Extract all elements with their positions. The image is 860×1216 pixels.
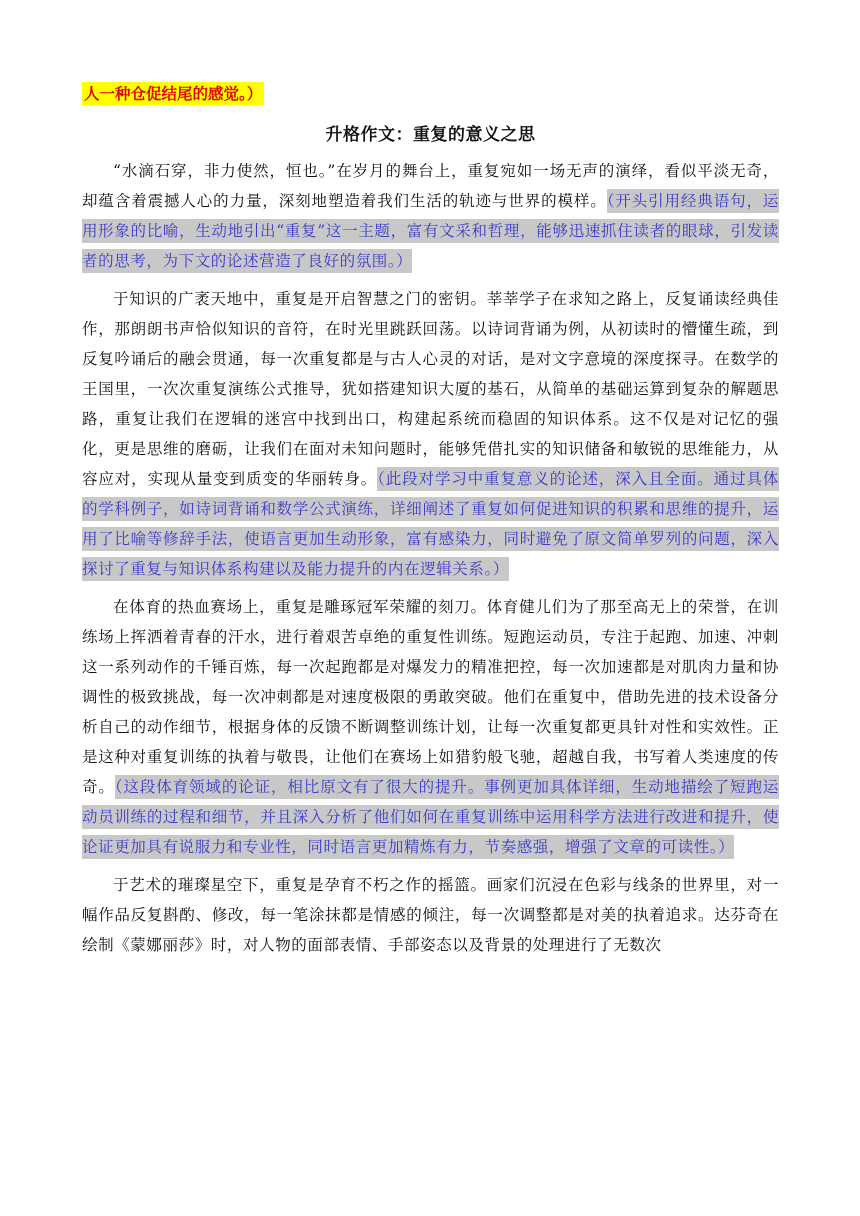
previous-section-fragment	[82, 80, 779, 108]
annotation-comment: （这段体育领域的论证，相比原文有了很大的提升。事例更加具体详细，生动地描绘了短跑运动员训练的过程和细节，并且深入分析了他们如何在重复训练中运用科学方法进行改进和提升，使论证更加具有说服力和专业性，同时语言更加精炼有力，节奏感强，增强了文章的可读性。）	[82, 775, 779, 859]
annotation-comment: （此段对学习中重复意义的论述，深入且全面。通过具体的学科例子，如诗词背诵和数学公式演练，详细阐述了重复如何促进知识的积累和思维的提升，运用了比喻等修辞手法，使语言更加生动形象，富有感染力，同时避免了原文简单罗列的问题，深入探讨了重复与知识体系构建以及能力提升的内在逻辑关系。）	[82, 467, 779, 581]
paragraph-intro	[82, 156, 779, 276]
paragraph-text: 于艺术的璀璨星空下，重复是孕育不朽之作的摇篮。画家们沉浸在色彩与线条的世界里，对一幅作品反复斟酌、修改，每一笔涂抹都是情感的倾注，每一次调整都是对美的执着追求。达芬奇在绘制《蒙娜丽莎》时，对人物的面部表情、手部姿态以及背景的处理进行了无数次	[82, 876, 779, 954]
paragraph-text: “水滴石穿，非力使然，恒也。”在岁月的舞台上，重复宛如一场无声的演绎，看似平淡无奇，却蕴含着震撼人心的力量，深刻地塑造着我们生活的轨迹与世界的模样。	[82, 162, 779, 210]
highlighted-fragment: 人一种仓促结尾的感觉。）	[84, 84, 263, 103]
essay-content	[82, 80, 779, 968]
paragraph-text: 于知识的广袤天地中，重复是开启智慧之门的密钥。莘莘学子在求知之路上，反复诵读经典佳作，那朗朗书声恰似知识的音符，在时光里跳跃回荡。以诗词背诵为例，从初读时的懵懂生疏，到反复吟诵后的融会贯通，每一次重复都是与古人心灵的对话，是对文字意境的深度探寻。在数学的王国里，一次次重复演练公式推导，犹如搭建知识大厦的基石，从简单的基础运算到复杂的解题思路，重复让我们在逻辑的迷宫中找到出口，构建起系统而稳固的知识体系。这不仅是对记忆的强化，更是思维的磨砺，让我们在面对未知问题时，能够凭借扎实的知识储备和敏锐的思维能力，从容应对，实现从量变到质变的华丽转身。	[82, 290, 779, 488]
paragraph-text: 在体育的热血赛场上，重复是雕琢冠军荣耀的刻刀。体育健儿们为了那至高无上的荣誉，在训练场上挥洒着青春的汗水，进行着艰苦卓绝的重复性训练。短跑运动员，专注于起跑、加速、冲刺这一系列动作的千锤百炼，每一次起跑都是对爆发力的精准把控，每一次加速都是对肌肉力量和协调性的极致挑战，每一次冲刺都是对速度极限的勇敢突破。他们在重复中，借助先进的技术设备分析自己的动作细节，根据身体的反馈不断调整训练计划，让每一次重复都更具针对性和实效性。正是这种对重复训练的执着与敬畏，让他们在赛场上如猎豹般飞驰，超越自我，书写着人类速度的传奇。	[82, 598, 779, 796]
essay-title: 升格作文：重复的意义之思	[325, 125, 536, 145]
annotation-comment: （开头引用经典语句，运用形象的比喻，生动地引出“重复”这一主题，富有文采和哲理，能够迅速抓住读者的眼球，引发读者的思考，为下文的论述营造了良好的氛围。）	[82, 189, 779, 273]
paragraph-sports	[82, 592, 779, 862]
paragraph-art	[82, 870, 779, 960]
paragraph-knowledge	[82, 284, 779, 584]
